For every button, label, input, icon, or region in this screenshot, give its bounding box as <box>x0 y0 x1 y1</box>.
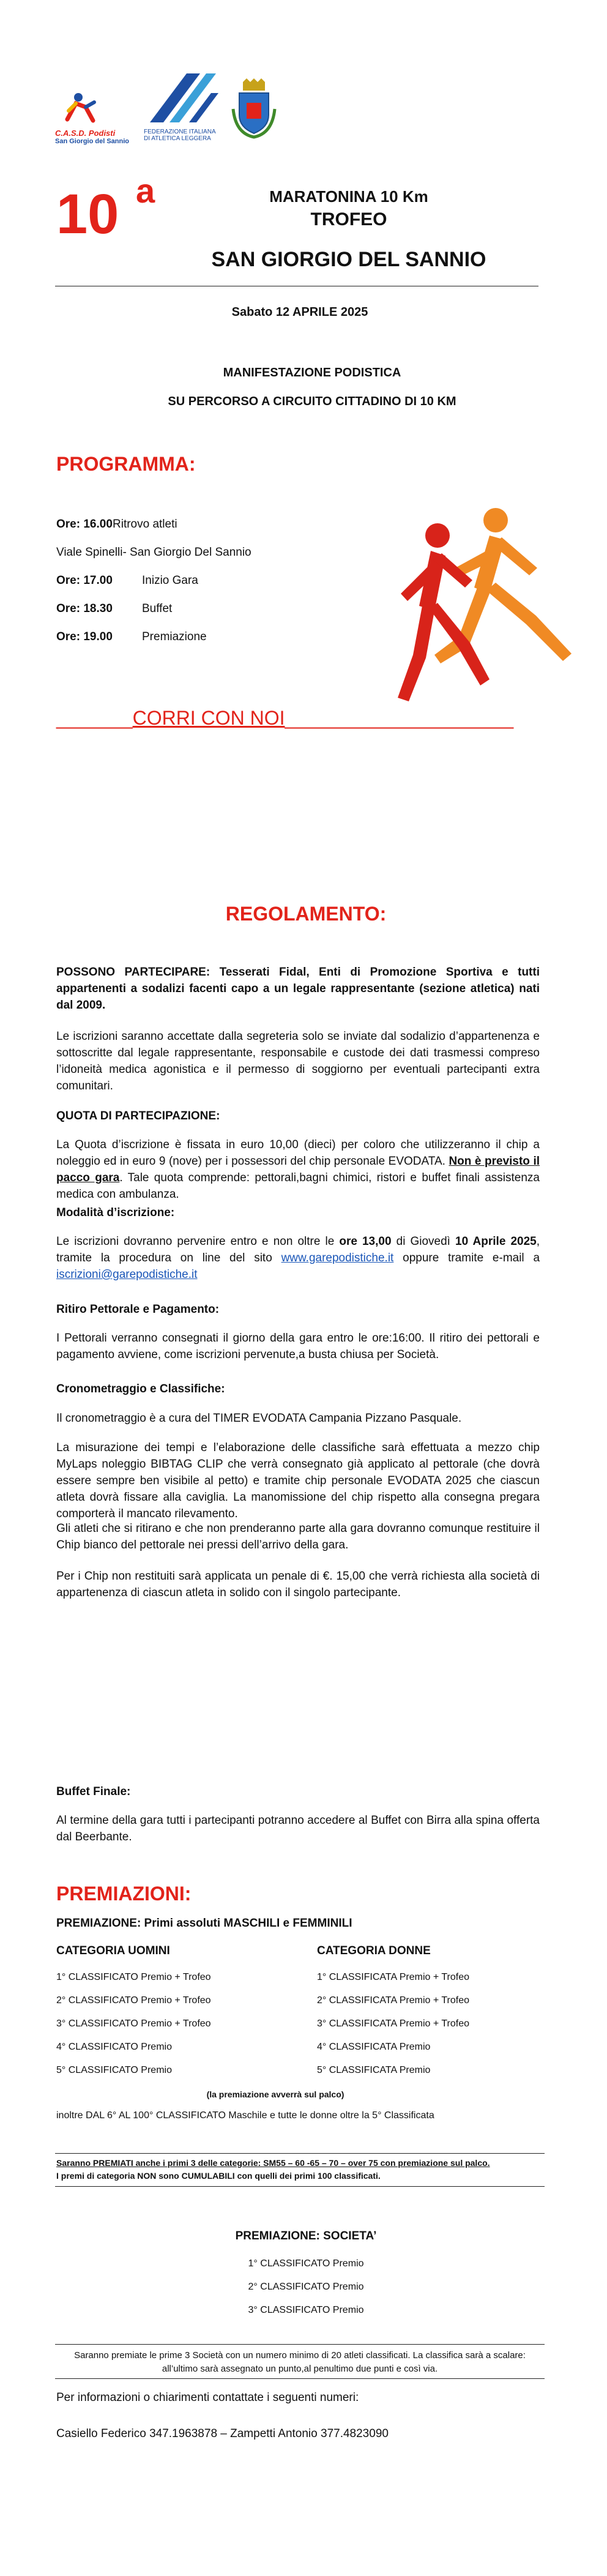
programma-item: Ore: 18.30 Buffet <box>56 602 173 615</box>
list-item: 4° CLASSIFICATA Premio <box>317 2042 431 2052</box>
corri-text: CORRI CON NOI <box>132 707 285 729</box>
programma-title: PROGRAMMA: <box>56 453 196 475</box>
uomini-title: CATEGORIA UOMINI <box>56 1944 170 1957</box>
possono-paragraph: POSSONO PARTECIPARE: Tesserati Fidal, Enti di Promozione Sportiva e tutti appartenenti a sodalizi facenti capo a un legale rappresentante (sezione atletica) nati dal 2009. <box>56 966 540 1012</box>
runners-icon <box>367 502 587 710</box>
societa-title: PREMIAZIONE: SOCIETA’ <box>235 2230 377 2242</box>
website-link[interactable]: www.garepodistiche.it <box>281 1252 394 1264</box>
list-item: 5° CLASSIFICATO Premio <box>56 2065 172 2075</box>
club-name: C.A.S.D. Podisti <box>55 129 116 138</box>
list-item: 3° CLASSIFICATO Premio + Trofeo <box>56 2018 211 2029</box>
list-item: 2° CLASSIFICATO Premio <box>248 2282 364 2292</box>
cat-note-top-divider <box>55 2153 545 2154</box>
fidal-line1: FEDERAZIONE ITALIANA <box>144 129 216 135</box>
uomini-list <box>56 1966 301 2082</box>
category-note: Saranno PREMIATI anche i primi 3 delle categorie: SM55 – 60 -65 – 70 – over 75 con premiazione sul palco. I premi di categoria NON sono CUMULABILI con quelli dei primi 100 classificati. <box>56 2158 490 2181</box>
quota-label: QUOTA DI PARTECIPAZIONE: <box>56 1110 220 1122</box>
contacts-numbers: Casiello Federico 347.1963878 – Zampetti Antonio 377.4823090 <box>56 2427 389 2440</box>
fidal-line2: DI ATLETICA LEGGERA <box>144 135 211 142</box>
contacts-intro: Per informazioni o chiarimenti contattate i seguenti numeri: <box>56 2391 359 2404</box>
corri-con-noi: _______CORRI CON NOI_____________________ <box>56 707 514 729</box>
list-item: 1° CLASSIFICATA Premio + Trofeo <box>317 1972 470 1982</box>
crono-label: Cronometraggio e Classifiche: <box>56 1383 225 1395</box>
societa-note-top-divider <box>55 2344 545 2345</box>
logo-club <box>55 89 135 144</box>
fidal-logo-icon <box>144 67 223 125</box>
list-item: 1° CLASSIFICATO Premio + Trofeo <box>56 1972 211 1982</box>
list-item: 2° CLASSIFICATA Premio + Trofeo <box>317 1995 470 2006</box>
list-item: 5° CLASSIFICATA Premio <box>317 2065 431 2075</box>
programma-item: Ore: 16.00Ritrovo atleti <box>56 518 177 531</box>
crono-paragraph-4: Per i Chip non restituiti sarà applicata un penale di €. 15,00 che verrà richiesta alla società di appartenenza di ciascun atleta in solido con il singolo partecipante. <box>56 1570 540 1599</box>
cat-note-bottom-divider <box>55 2186 545 2187</box>
premiazione-palco-note: (la premiazione avverrà sul palco) <box>206 2089 344 2099</box>
list-item: 2° CLASSIFICATO Premio + Trofeo <box>56 1995 211 2006</box>
ritiro-paragraph: I Pettorali verranno consegnati il giorno della gara entro le ore:16:00. Il ritiro dei pettorali e pagamento avviene, come iscrizioni pervenute,a busta chiusa per Società. <box>56 1332 540 1361</box>
list-item: 3° CLASSIFICATO Premio <box>248 2305 364 2315</box>
programma-item: Viale Spinelli- San Giorgio Del Sannio <box>56 546 251 559</box>
iscrizioni-paragraph: Le iscrizioni saranno accettate dalla segreteria solo se inviate dal sodalizio d’appartenenza e sottoscritte dal legale rappresentante, responsabile e custode dei dati trasmessi compreso l’idoneità medica agonistica e il permesso di soggiorno per eventuali partecipanti extra comunitari. <box>56 1030 540 1092</box>
programma-item: Ore: 19.00 Premiazione <box>56 630 207 643</box>
event-type: MANIFESTAZIONE PODISTICA <box>223 366 401 379</box>
buffet-label: Buffet Finale: <box>56 1785 131 1798</box>
crono-paragraph-1: Il cronometraggio è a cura del TIMER EVODATA Campania Pizzano Pasquale. <box>56 1412 462 1425</box>
programma-item: Ore: 17.00 Inizio Gara <box>56 574 198 587</box>
societa-list <box>184 2252 428 2322</box>
edition-number: 10 <box>56 183 119 245</box>
programma-list <box>56 516 399 657</box>
list-item: 1° CLASSIFICATO Premio <box>248 2258 364 2269</box>
inoltre-note: inoltre DAL 6° AL 100° CLASSIFICATO Maschile e tutte le donne oltre la 5° Classificata <box>56 2110 434 2121</box>
race-city: SAN GIORGIO DEL SANNIO <box>211 248 486 271</box>
quota-paragraph: La Quota d’iscrizione è fissata in euro 10,00 (dieci) per coloro che utilizzeranno il chip a noleggio ed in euro 9 (nove) per i possessori del chip personale EVODATA. Non è previsto il pacco gara. Tale quota comprende: pettorali,bagni chimici, ristori e buffet finali assistenza medica con ambulanza. <box>56 1138 540 1201</box>
logo-fidal <box>144 67 223 147</box>
runners-illustration <box>367 502 587 710</box>
club-runner-icon <box>55 89 135 125</box>
list-item: 3° CLASSIFICATA Premio + Trofeo <box>317 2018 470 2029</box>
race-date: Sabato 12 APRILE 2025 <box>231 305 368 319</box>
crono-paragraph-2: La misurazione dei tempi e l’elaborazione delle classifiche sarà effettuata a mezzo chip MyLaps noleggio BIBTAG CLIP che verrà consegnato già applicato al pettorale (che dovrà essere sempre ben visibile al petto) e tramite chip personale EVODATA 2025 che ciascun atleta dovrà fissare alla caviglia. La manomissione del chip rispetto alla consegna pregara comporterà il mancato rilevamento. <box>56 1441 540 1520</box>
logo-comune <box>229 78 278 140</box>
club-subname: San Giorgio del Sannio <box>55 138 130 145</box>
donne-list <box>317 1966 562 2082</box>
ritiro-label: Ritiro Pettorale e Pagamento: <box>56 1303 220 1316</box>
donne-title: CATEGORIA DONNE <box>317 1944 431 1957</box>
race-title: MARATONINA 10 Km <box>269 187 428 206</box>
crono-paragraph-3: Gli atleti che si ritirano e che non prenderanno parte alla gara dovranno comunque restituire il Chip bianco del pettorale nei pressi dell’arrivo della gara. <box>56 1522 540 1551</box>
email-link[interactable]: iscrizioni@garepodistiche.it <box>56 1268 198 1281</box>
buffet-paragraph: Al termine della gara tutti i partecipanti potranno accedere al Buffet con Birra alla spina offerta dal Beerbante. <box>56 1814 540 1843</box>
societa-note: Saranno premiate le prime 3 Società con un numero minimo di 20 atleti classificati. La classifica sarà a scalare: all’ultimo sarà assegnato un punto,al penultimo due punti e così via. <box>74 2350 526 2374</box>
premiazioni-subtitle: PREMIAZIONE: Primi assoluti MASCHILI e FEMMINILI <box>56 1917 352 1930</box>
race-trophy: TROFEO <box>310 209 387 230</box>
premiazioni-title: PREMIAZIONI: <box>56 1883 192 1905</box>
list-item: 4° CLASSIFICATO Premio <box>56 2042 172 2052</box>
modalita-label: Modalità d’iscrizione: <box>56 1206 175 1219</box>
societa-note-bottom-divider <box>55 2378 545 2379</box>
event-route: SU PERCORSO A CIRCUITO CITTADINO DI 10 KM <box>168 395 456 408</box>
edition-superscript: a <box>136 171 155 210</box>
coat-of-arms-icon <box>229 78 278 140</box>
modalita-paragraph: Le iscrizioni dovranno pervenire entro e non oltre le ore 13,00 di Giovedì 10 Aprile 2025, tramite la procedura on line del sito www.garepodistiche.it oppure tramite e-mail a iscrizioni@garepodistiche.it <box>56 1235 540 1281</box>
regolamento-title: REGOLAMENTO: <box>225 903 387 925</box>
